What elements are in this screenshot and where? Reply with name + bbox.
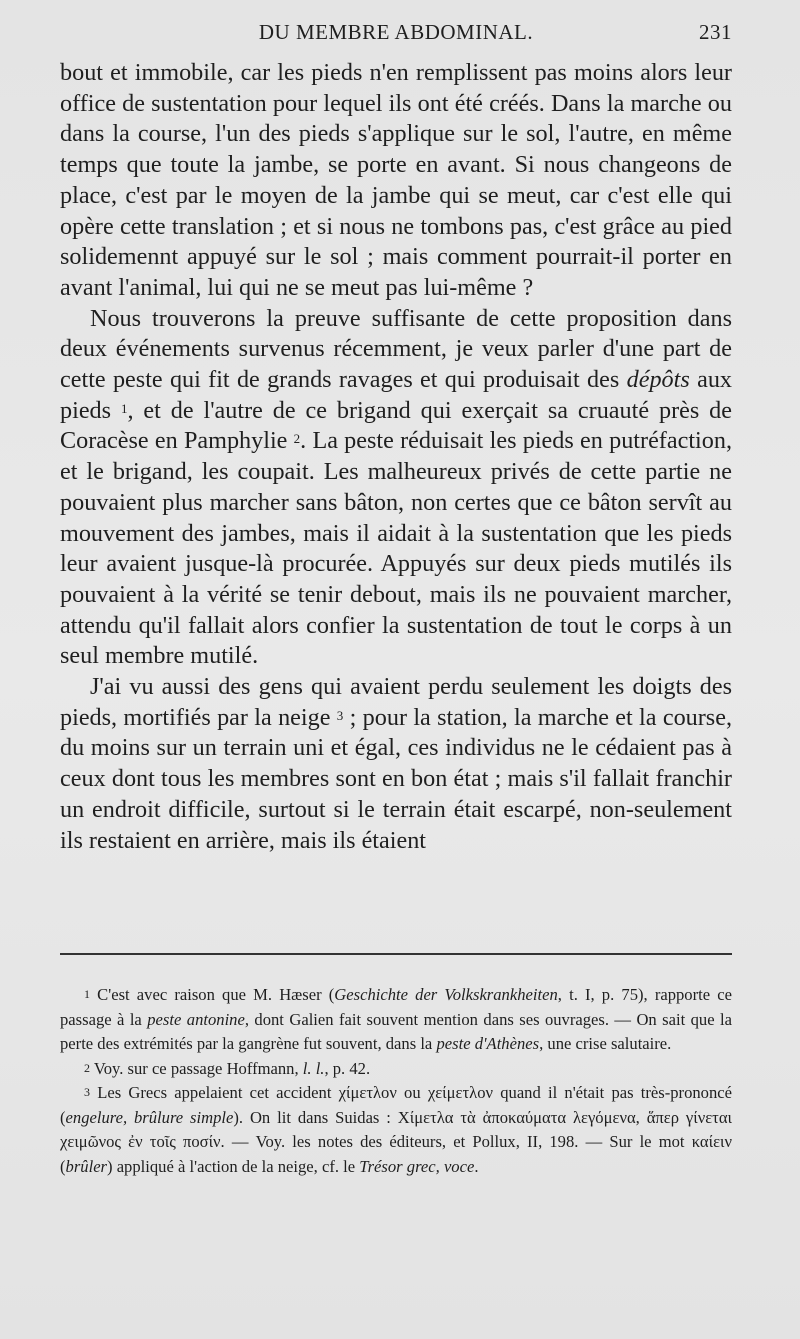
- paragraph-2-text-a: Nous trouverons la preuve suffisante de cette proposition dans deux événements survenus récemment, je veux parler d'une part de cette peste qui fit de grands ravages et qui produisait des: [60, 304, 732, 394]
- page-number: 231: [699, 20, 732, 44]
- footnote-divider: [60, 953, 732, 955]
- paragraph-1: bout et immobile, car les pieds n'en remplissent pas moins alors leur office de sustentation pour lequel ils ont été créés. Dans la marche ou dans la course, l'un des pieds s'applique sur le sol, l'autre, en même temps que toute la jambe, se porte en avant. Si nous changeons de place, c'est par le moyen de la jambe qui se meut, car c'est elle qui opère cette translation ; et si nous ne tombons pas, c'est grâce au pied solidemennt appuyé sur le sol ; mais comment pourrait-il porter en avant l'animal, lui qui ne se meut pas lui-même ?: [60, 59, 732, 301]
- page-header: [60, 20, 732, 50]
- footnote-ref-2[interactable]: 2: [293, 431, 301, 447]
- paragraph-2-italic: dépôts: [626, 366, 690, 394]
- footnote-1-italic-3: peste d'Athènes: [436, 1034, 540, 1053]
- footnote-3-italic-1: engelure, brûlure simple: [65, 1107, 234, 1127]
- running-title: DU MEMBRE ABDOMINAL.: [258, 20, 534, 44]
- footnote-2: [60, 1057, 732, 1082]
- footnote-1: [60, 983, 732, 1057]
- footnote-3-text-b: ). On lit dans Suidas : Χίμετλα τὰ ἀποκαύματα λεγόμενα, ἅπερ γίνεται χειμῶνος ἐν τοῖς ποσίν. — Voy. les notes des éditeurs, et Pollux, II, 198. — Sur le mot καίειν (: [60, 1107, 733, 1176]
- paragraph-2-text-b: aux pieds: [60, 366, 733, 424]
- footnotes: [60, 983, 732, 1179]
- footnote-1-text-c: , dont Galien fait souvent mention dans ses ouvrages. — On sait que la perte des extrémités par la gangrène fut souvent, dans la: [60, 1009, 732, 1053]
- footnote-1-text-d: , une crise salutaire.: [539, 1034, 672, 1053]
- paragraph-2-text-d: . La peste réduisait les pieds en putréfaction, et le brigand, les coupait. Les malheureux privés de cette partie ne pouvaient plus marcher sans bâton, non certes que ce bâton servît au mouvement des jambes, mais il aidait à la sustentation que les pieds leur avaient jusque-là procurée. Appuyés sur deux pieds mutilés ils pouvaient à la vérité se tenir debout, mais ils ne pouvaient marcher, attendu qu'il fallait alors confier la sustentation de tout le corps à un seul membre mutilé.: [60, 427, 733, 670]
- footnote-3: [60, 1081, 732, 1179]
- footnote-2-italic: l. l.: [302, 1058, 325, 1078]
- footnote-3-italic-2: brûler: [65, 1156, 108, 1176]
- footnote-2-number: 2: [84, 1060, 90, 1075]
- footnote-3-text-a: Les Grecs appelaient cet accident χίμετλον ou χείμετλον quand il n'était pas très-prononcé (: [60, 1083, 732, 1127]
- footnote-2-text-b: , p. 42.: [324, 1058, 371, 1078]
- paragraph-2-text-c: , et de l'autre de ce brigand qui exerçait sa cruauté près de Coracèse en Pamphylie: [60, 396, 733, 455]
- paragraph-3: [60, 672, 732, 856]
- paragraph-3-text-a: J'ai vu aussi des gens qui avaient perdu seulement les doigts des pieds, mortifiés par la neige: [60, 673, 732, 731]
- footnote-1-number: 1: [84, 987, 90, 1001]
- footnote-1-text-a: C'est avec raison que M. Hæser (: [97, 985, 335, 1004]
- paragraph-2: [60, 304, 732, 672]
- footnote-3-number: 3: [84, 1085, 90, 1099]
- footnote-ref-3[interactable]: 3: [336, 707, 344, 723]
- footnote-2-text-a: Voy. sur ce passage Hoffmann,: [93, 1058, 299, 1078]
- footnote-3-text-c: ) appliqué à l'action de la neige, cf. le: [107, 1156, 356, 1176]
- footnote-ref-1[interactable]: 1: [120, 400, 128, 416]
- paragraph-3-text-b: ; pour la station, la marche et la course, du moins sur un terrain uni et égal, ces individus ne le cédaient pas à ceux dont tous les membres sont en bon état ; mais s'il fallait franchir un endroit difficile, surtout si le terrain était escarpé, non-seulement ils restaient en arrière, mais ils étaient: [60, 703, 733, 854]
- main-text: [60, 58, 732, 856]
- footnote-1-text-b: , t. I, p. 75), rapporte ce passage à la: [60, 985, 732, 1029]
- footnote-3-text-d: .: [474, 1156, 479, 1176]
- footnote-1-italic-2: peste antonine: [147, 1009, 245, 1029]
- footnote-1-italic-1: Geschichte der Volkskrankheiten: [334, 985, 558, 1004]
- footnote-3-italic-3: Trésor grec, voce: [359, 1156, 475, 1176]
